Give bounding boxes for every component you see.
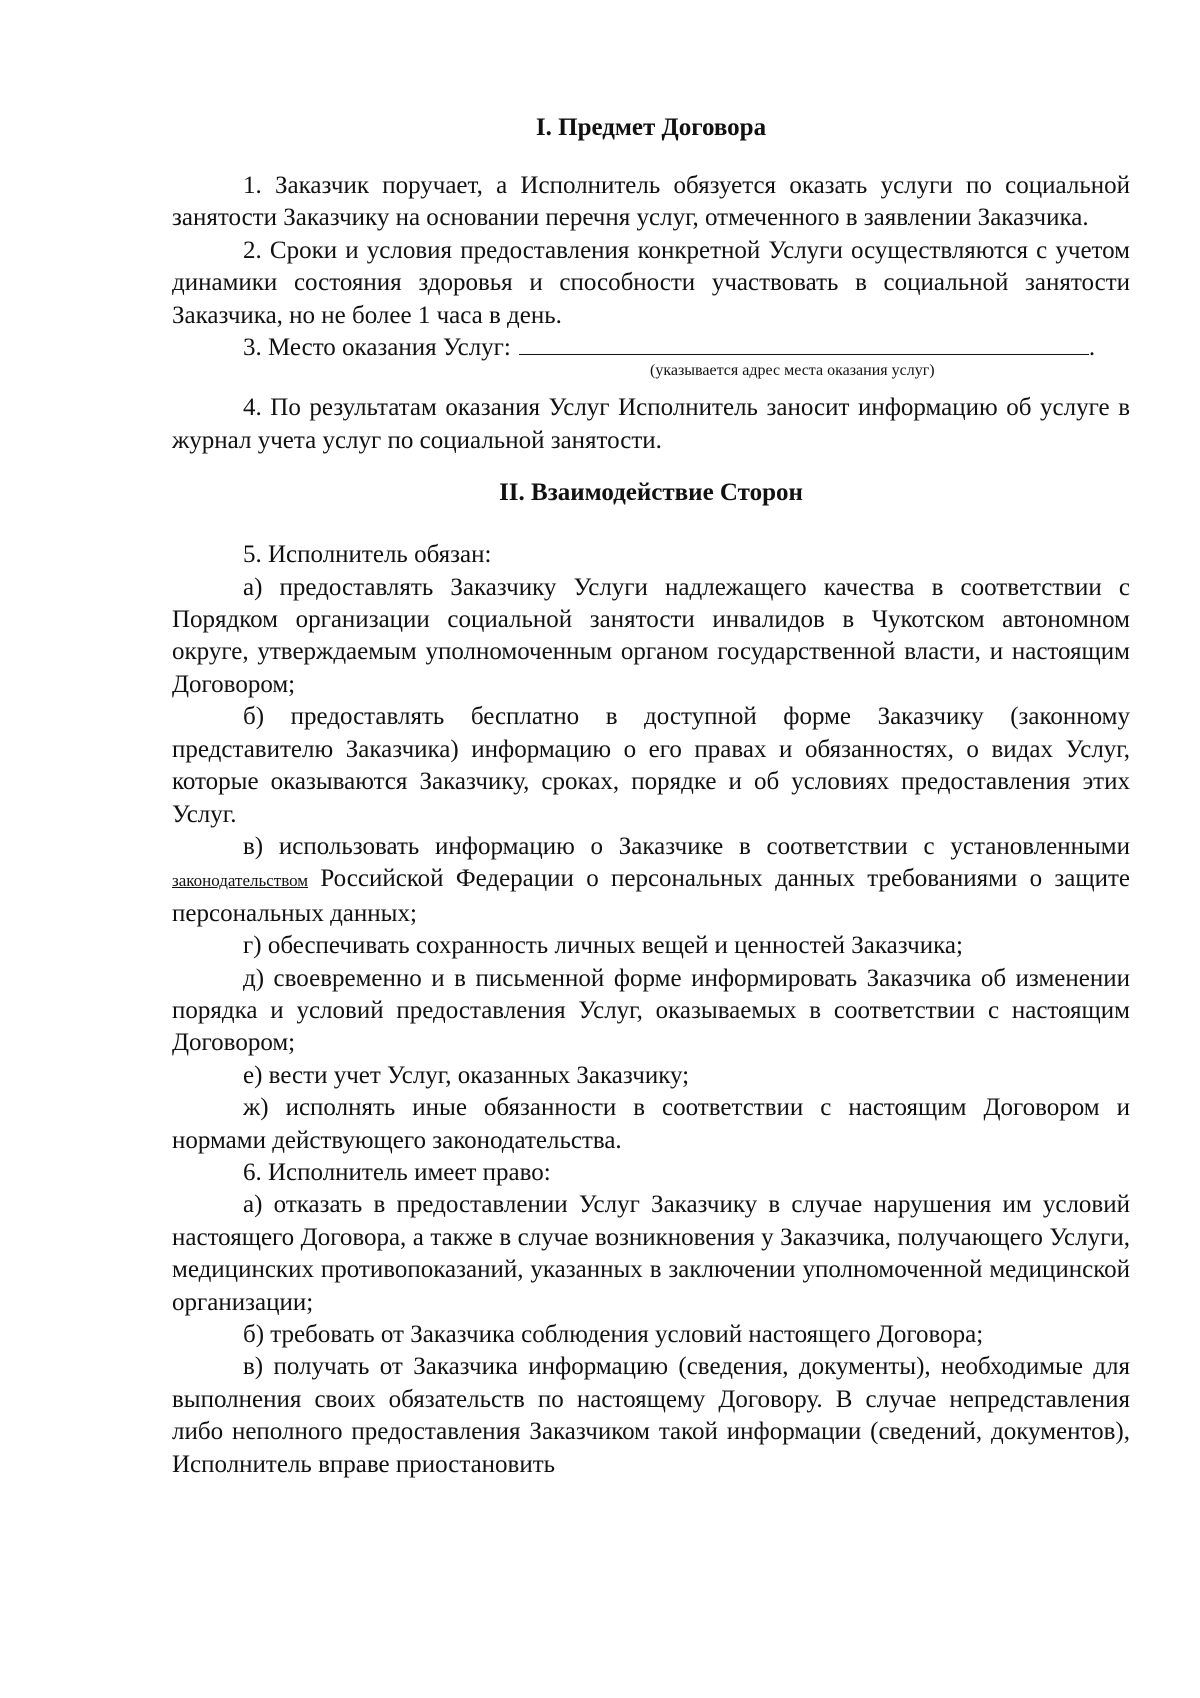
clause-6: 6. Исполнитель имеет право: [243, 1158, 551, 1186]
clause-5: 5. Исполнитель обязан: [243, 541, 492, 569]
clause-6v: в) получать от Заказчика информацию (сведения, документы), необходимые для выполнения своих обязательств по настоящему Договору. В случае непредставления либо неполного предоставления Заказчиком такой информации (сведений, документов), Исполнитель вправе приостановить [172, 1353, 1130, 1478]
clause-5a: а) предоставлять Заказчику Услуги надлежащего качества в соответствии с Порядком организации социальной занятости инвалидов в Чукотском автономном округе, утверждаемым уполномоченным органом государственной власти, и настоящим Договором; [172, 573, 1130, 698]
clause-5v-start: в) использовать информацию о Заказчике в соответствии с установленными [243, 832, 1130, 860]
legislation-link[interactable]: законодательством [172, 871, 309, 891]
clause-3 [172, 332, 1130, 364]
section-1-title: I. Предмет Договора [535, 114, 767, 141]
clause-5zh: ж) исполнять иные обязанности в соответствии с настоящим Договором и нормами действующего законодательства. [172, 1094, 1130, 1154]
clause-3-label: 3. Место оказания Услуг: [243, 334, 511, 362]
clause-6b: б) требовать от Заказчика соблюдения условий настоящего Договора; [243, 1321, 984, 1348]
clause-5g: г) обеспечивать сохранность личных вещей и ценностей Заказчика; [243, 932, 963, 960]
clause-3-end: . [1088, 334, 1096, 362]
clause-5d: д) своевременно и в письменной форме информировать Заказчика об изменении порядка и условий предоставления Услуг, оказываемых в соответствии с настоящим Договором; [172, 964, 1130, 1057]
clause-1: 1. Заказчик поручает, а Исполнитель обязуется оказать услуги по социальной занятости Заказчику на основании перечня услуг, отмеченного в заявлении Заказчика. [172, 172, 1130, 232]
clause-5b: б) предоставлять бесплатно в доступной форме Заказчику (законному представителю Заказчика) информацию о его правах и обязанностях, о видах Услуг, которые оказываются Заказчику, сроках, порядке и об условиях предоставления этих Услуг. [172, 703, 1130, 828]
service-place-hint: (указывается адрес места оказания услуг) [650, 362, 935, 380]
service-place-blank [519, 332, 1089, 355]
clause-2: 2. Сроки и условия предоставления конкретной Услуги осуществляются с учетом динамики состояния здоровья и способности участвовать в социальной занятости Заказчика, но не более 1 часа в день. [172, 236, 1130, 329]
clause-5v [172, 831, 1130, 930]
clause-5v-end: Российской Федерации о персональных данных требованиями о защите персональных данных; [172, 865, 1130, 927]
clause-6a: а) отказать в предоставлении Услуг Заказчику в случае нарушения им условий настоящего Договора, а также в случае возникновения у Заказчика, получающего Услуги, медицинских противопоказаний, указанных в заключении уполномоченной медицинской организации; [172, 1191, 1130, 1316]
document-page [172, 112, 1130, 1481]
section-2-title: II. Взаимодействие Сторон [499, 479, 803, 507]
clause-5e: е) вести учет Услуг, оказанных Заказчику; [243, 1061, 690, 1089]
clause-4: 4. По результатам оказания Услуг Исполнитель заносит информацию об услуге в журнал учета услуг по социальной занятости. [172, 394, 1130, 454]
